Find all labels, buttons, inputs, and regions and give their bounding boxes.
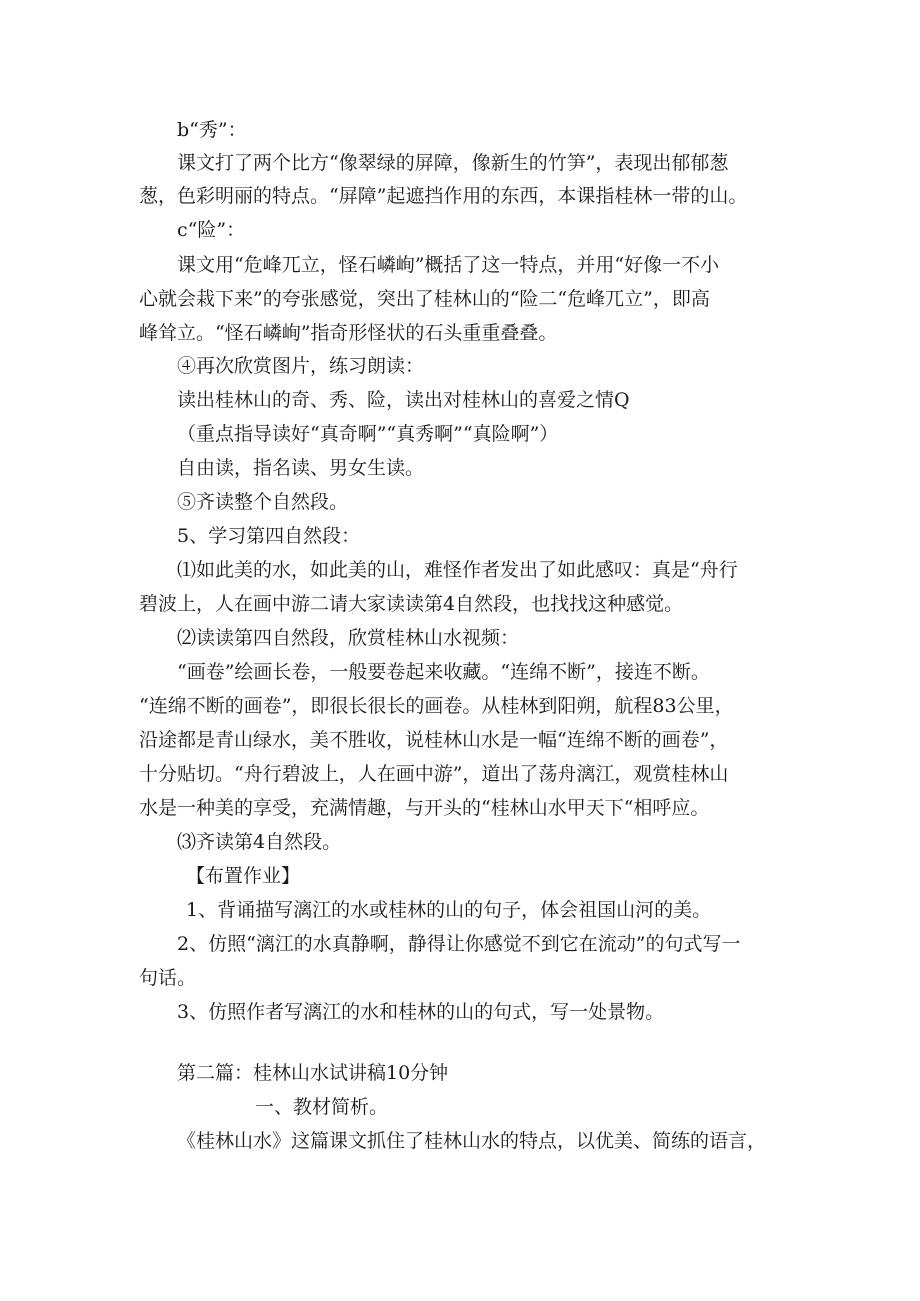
text-line: 沿途都是青山绿水，美不胜收，说桂林山水是一幅“连绵不断的画卷”， xyxy=(139,729,729,751)
section-heading: 【布置作业】 xyxy=(186,865,301,887)
text-line: “连绵不断的画卷”，即很长很长的画卷。从桂林到阳朔，航程83公里， xyxy=(139,695,734,717)
text-line: 碧波上，人在画中游二请大家读读第4自然段，也找找这种感觉。 xyxy=(139,593,684,615)
article-title: 第二篇：桂林山水试讲稿10分钟 xyxy=(177,1062,449,1084)
section-heading: 一、教材简析。 xyxy=(255,1096,389,1118)
text-line: 课文用“危峰兀立，怪石嶙峋”概括了这一特点，并用“好像一不小 xyxy=(177,254,720,276)
text-line: 5、学习第四自然段： xyxy=(177,525,361,547)
text-line: 3、仿照作者写漓江的水和桂林的山的句式，写一处景物。 xyxy=(177,1001,665,1023)
text-line: （重点指导读好“真奇啊”“真秀啊”“真险啊”） xyxy=(177,423,559,445)
text-line: 课文打了两个比方“像翠绿的屏障，像新生的竹笋”，表现出郁郁葱 xyxy=(177,152,729,174)
text-line: 葱，色彩明丽的特点。“屏障”起遮挡作用的东西，本课指桂林一带的山。 xyxy=(139,185,748,207)
text-line: ⑴如此美的水，如此美的山，难怪作者发出了如此感叹：真是“舟行 xyxy=(177,559,738,581)
text-line: 心就会栽下来”的夸张感觉，突出了桂林山的“险二“危峰兀立”，即高 xyxy=(139,288,710,310)
text-line: b“秀”： xyxy=(177,119,247,141)
text-line: c“险”： xyxy=(177,219,246,241)
text-line: 读出桂林山的奇、秀、险，读出对桂林山的喜爱之情Q xyxy=(177,389,630,411)
text-line: 《桂林山水》这篇课文抓住了桂林山水的特点，以优美、简练的语言， xyxy=(177,1130,767,1152)
text-line: 句话。 xyxy=(139,967,197,989)
text-line: 十分贴切。“舟行碧波上，人在画中游”，道出了荡舟漓江，观赏桂林山 xyxy=(139,763,729,785)
text-line: ④再次欣赏图片，练习朗读： xyxy=(177,355,425,377)
text-line: ⑵读读第四自然段，欣赏桂林山水视频： xyxy=(177,627,520,649)
text-line: 峰耸立。“怪石嶙峋”指奇形怪状的石头重重叠叠。 xyxy=(139,322,558,344)
text-line: ⑤齐读整个自然段。 xyxy=(177,491,349,513)
text-line: 1、背诵描写漓江的水或桂林的山的句子，体会祖国山河的美。 xyxy=(186,899,712,921)
text-line: 水是一种美的享受，充满情趣，与开头的“桂林山水甲天下“相呼应。 xyxy=(139,797,710,819)
text-line: 自由读，指名读、男女生读。 xyxy=(177,457,425,479)
text-line: ⑶齐读第4自然段。 xyxy=(177,831,342,853)
text-line: 2、仿照“漓江的水真静啊，静得让你感觉不到它在流动”的句式写一 xyxy=(177,933,741,955)
text-line: “画卷”绘画长卷，一般要卷起来收藏。“连绵不断”，接连不断。 xyxy=(177,661,710,683)
